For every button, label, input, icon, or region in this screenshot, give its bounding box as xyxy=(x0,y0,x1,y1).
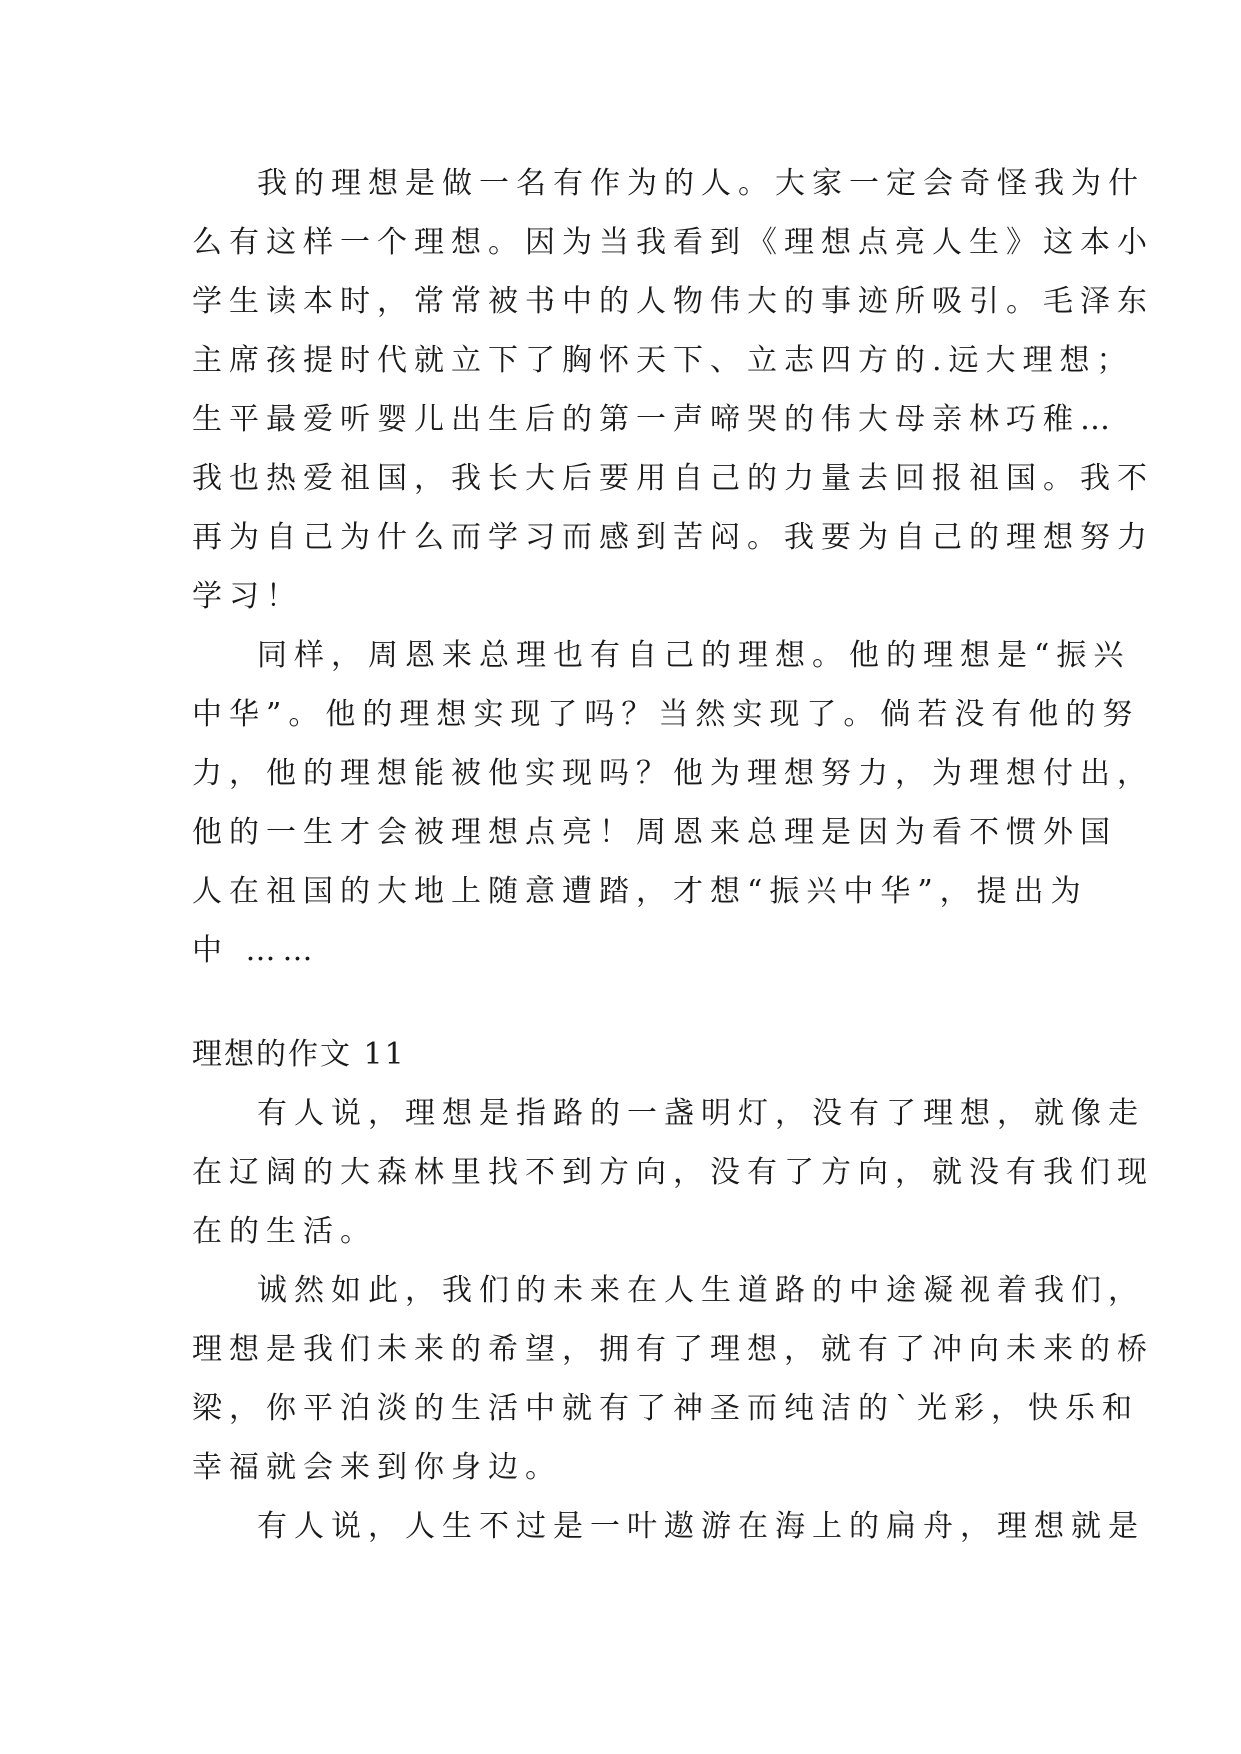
paragraph-3-line-2: 在辽阔的大森林里找不到方向，没有了方向，就没有我们现 xyxy=(192,1155,1154,1190)
paragraph-1-line-2: 么有这样一个理想。因为当我看到《理想点亮人生》这本小 xyxy=(192,225,1154,260)
paragraph-2-line-4: 他的一生才会被理想点亮！周恩来总理是因为看不惯外国 xyxy=(192,815,1117,850)
paragraph-4-line-1: 诚然如此，我们的未来在人生道路的中途凝视着我们， xyxy=(257,1273,1145,1308)
paragraph-1-line-7: 再为自己为什么而学习而感到苦闷。我要为自己的理想努力 xyxy=(192,520,1154,555)
paragraph-1-line-5: 生平最爱听婴儿出生后的第一声啼哭的伟大母亲林巧稚… xyxy=(192,402,1117,437)
paragraph-2-line-6: 中 …… xyxy=(192,933,320,968)
paragraph-1-line-4: 主席孩提时代就立下了胸怀天下、立志四方的.远大理想； xyxy=(192,343,1134,378)
paragraph-2-line-3: 力，他的理想能被他实现吗？他为理想努力，为理想付出， xyxy=(192,756,1154,791)
paragraph-4-line-4: 幸福就会来到你身边。 xyxy=(192,1450,562,1485)
paragraph-2-line-2: 中华”。他的理想实现了吗？当然实现了。倘若没有他的努 xyxy=(192,697,1140,732)
paragraph-3-line-1: 有人说，理想是指路的一盏明灯，没有了理想，就像走 xyxy=(257,1096,1145,1131)
section-heading: 理想的作文 11 xyxy=(192,1037,406,1072)
paragraph-1-line-1: 我的理想是做一名有作为的人。大家一定会奇怪我为什 xyxy=(257,166,1145,201)
paragraph-4-line-2: 理想是我们未来的希望，拥有了理想，就有了冲向未来的桥 xyxy=(192,1332,1154,1367)
paragraph-1-line-8: 学习！ xyxy=(192,579,303,614)
paragraph-2-line-5: 人在祖国的大地上随意遭踏，才想“振兴中华”，提出为 xyxy=(192,874,1088,909)
paragraph-5-line-1: 有人说，人生不过是一叶遨游在海上的扁舟，理想就是 xyxy=(257,1509,1145,1544)
paragraph-1-line-6: 我也热爱祖国，我长大后要用自己的力量去回报祖国。我不 xyxy=(192,461,1154,496)
paragraph-1-line-3: 学生读本时，常常被书中的人物伟大的事迹所吸引。毛泽东 xyxy=(192,284,1154,319)
paragraph-2-line-1: 同样，周恩来总理也有自己的理想。他的理想是“振兴 xyxy=(257,638,1131,673)
paragraph-4-line-3: 梁，你平泊淡的生活中就有了神圣而纯洁的`光彩，快乐和 xyxy=(192,1391,1139,1426)
paragraph-3-line-3: 在的生活。 xyxy=(192,1214,377,1249)
